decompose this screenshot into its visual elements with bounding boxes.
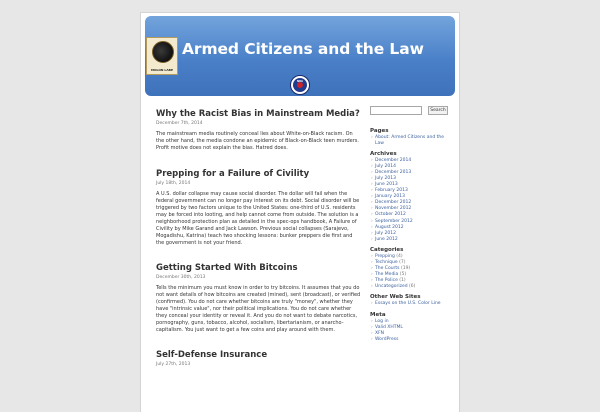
spartan-helmet-icon (152, 41, 174, 63)
archive-link[interactable]: › June 2013 (370, 182, 455, 188)
categories-title: Categories (370, 246, 404, 253)
pages-widget (370, 128, 455, 147)
post (156, 109, 361, 152)
meta-link-xhtml[interactable]: › Valid XHTML (370, 325, 455, 331)
archive-link[interactable]: › June 2012 (370, 237, 455, 243)
sidebar (370, 106, 455, 343)
archives-widget (370, 151, 455, 243)
categories-widget (370, 247, 455, 291)
post-date: December 30th, 2013 (156, 275, 206, 280)
archive-link[interactable]: › July 2014 (370, 164, 455, 170)
page-container (140, 12, 460, 412)
main-content (156, 109, 361, 367)
category-link[interactable]: The Courts (375, 266, 400, 272)
archive-link[interactable]: › November 2012 (370, 206, 455, 212)
post-title[interactable]: Self-Defense Insurance (156, 350, 268, 360)
category-link[interactable]: Prepping (375, 253, 395, 259)
search-input[interactable] (370, 106, 422, 115)
meta-link-xfn[interactable]: › XFN (370, 331, 455, 337)
search-button[interactable]: Search (428, 106, 448, 115)
category-count: (1) (399, 278, 406, 284)
archive-link[interactable]: › December 2013 (370, 170, 455, 176)
pages-title: Pages (370, 128, 389, 134)
archive-link[interactable]: › December 2012 (370, 200, 455, 206)
archives-title: Archives (370, 150, 397, 157)
search-form (370, 106, 455, 116)
site-header (145, 16, 455, 96)
post-date: July 27th, 2013 (156, 362, 191, 367)
post-title[interactable]: Why the Racist Bias in Mainstream Media? (156, 109, 360, 119)
post (156, 263, 361, 334)
site-title[interactable]: Armed Citizens and the Law (182, 40, 424, 58)
meta-title: Meta (370, 311, 386, 318)
category-count: (5) (399, 272, 407, 278)
post-title[interactable]: Prepping for a Failure of Civility (156, 169, 310, 179)
category-link[interactable]: Uncategorized (375, 284, 408, 290)
post (156, 169, 361, 247)
meta-widget (370, 312, 455, 343)
category-link[interactable]: The Media (375, 272, 399, 278)
other-site-link[interactable]: › Essays on the U.S. Color Line (370, 301, 455, 307)
logo-caption: MOLON LABE (150, 68, 173, 72)
archive-link[interactable]: › January 2013 (370, 194, 455, 200)
post (156, 350, 361, 367)
other-sites-title: Other Web Sites (370, 294, 421, 301)
archive-link[interactable]: › February 2013 (370, 188, 455, 194)
archive-link[interactable]: › December 2014 (370, 158, 455, 164)
post-excerpt: A U.S. dollar collapse may cause social disorder. The dollar will fail when the federal government can no longer pay interest on its debt. Social disorder will be triggered by two factors unique to the United States: one-third of U.S. residents may be forced into looting, and help cannot come from outside. The solution is a neighborhood protection plan as detailed in the spec-ops handbook, A Failure of Civility by Mike Garand and Jack Lawson. Previous social collapses (Sarajevo, Mogadishu, Katrina) teach two shocking lessons: bunker preppers die first and the government is not your friend. (156, 191, 360, 246)
post-date: December 7th, 2014 (156, 121, 203, 126)
category-count: (6) (409, 284, 416, 290)
nra-seal-icon (290, 75, 310, 95)
category-count: (4) (396, 253, 403, 259)
post-excerpt: Tells the minimum you must know in order to try bitcoins. It assumes that you do not want details of how bitcoins are created (mined), sent (broadcast), or verified (confirmed). You do not care whether bitcoins are truly "money", whether they have "intrinsic value", nor their political implications. You do not care whether they conceal your identity or reveal it. And you do not want to debate narcotics, pornography, guns, tobacco, alcohol, socialism, libertarianism, or anarcho-capitalism. You just want to get a few coins and play around with them. (156, 285, 361, 333)
post-excerpt: The mainstream media routinely conceal lies about White-on-Black racism. On the other hand, the media condone an epidemic of Black-on-Black teen murders. Profit motive does not explain the bias. Hatred does. (156, 131, 359, 151)
post-title[interactable]: Getting Started With Bitcoins (156, 263, 298, 273)
archive-link[interactable]: › July 2013 (370, 176, 455, 182)
meta-link-login[interactable]: › Log in (370, 319, 455, 325)
page-link-about[interactable]: › About: Armed Citizens and the Law (370, 135, 455, 147)
category-item[interactable] (370, 284, 455, 290)
category-count: (19) (400, 266, 411, 272)
nra-seal-text: NRA (297, 80, 303, 83)
category-link[interactable]: The Police (375, 278, 398, 284)
archive-link[interactable]: › August 2012 (370, 225, 455, 231)
other-sites-widget (370, 294, 455, 307)
post-date: July 18th, 2014 (156, 181, 191, 186)
archive-link[interactable]: › October 2012 (370, 212, 455, 218)
archive-link[interactable]: › September 2012 (370, 219, 455, 225)
archive-link[interactable]: › July 2012 (370, 231, 455, 237)
meta-link-wordpress[interactable]: › WordPress (370, 337, 455, 343)
molon-labe-logo (146, 37, 178, 75)
category-link[interactable]: Technique (375, 260, 398, 265)
category-count: (7) (399, 260, 406, 265)
